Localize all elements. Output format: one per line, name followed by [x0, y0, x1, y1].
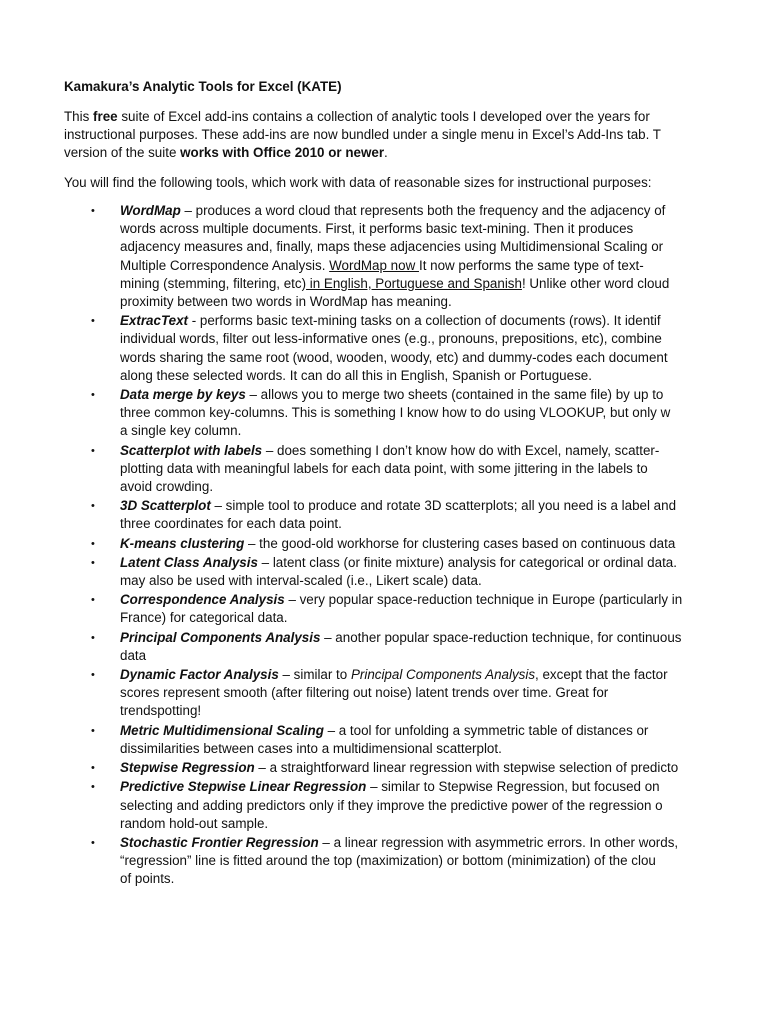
- bullet-icon: •: [91, 669, 95, 682]
- item-line: [120, 442, 768, 460]
- tool-name: K-means clustering: [120, 535, 245, 551]
- item-line: words across multiple documents. First, it performs basic text-mining. Then it produces: [120, 221, 634, 237]
- item-line: proximity between two words in WordMap has meaning.: [120, 294, 452, 310]
- bullet-icon: •: [91, 500, 95, 513]
- tool-text: , except that the factor: [535, 667, 668, 683]
- intro-paragraph: [64, 108, 768, 162]
- tool-name: ExtracText: [120, 313, 188, 329]
- item-line: [120, 202, 768, 220]
- tool-text: – simple tool to produce and rotate 3D scatterplots; all you need is a label and: [210, 498, 677, 514]
- item-line: trendspotting!: [120, 703, 202, 719]
- tool-text: - performs basic text-mining tasks on a collection of documents (rows). It identif: [187, 313, 661, 329]
- list-item-3d-scatterplot: [64, 497, 768, 533]
- item-line: [120, 386, 768, 404]
- item-line: “regression” line is fitted around the top (maximization) or bottom (minimization) of the clou: [120, 853, 656, 869]
- item-line: dissimilarities between cases into a multidimensional scatterplot.: [120, 740, 502, 756]
- document-title: Kamakura’s Analytic Tools for Excel (KATE): [64, 79, 342, 94]
- item-line: [120, 778, 768, 796]
- item-line: of points.: [120, 871, 175, 887]
- item-line: [120, 554, 768, 572]
- bullet-icon: •: [91, 315, 95, 328]
- item-line: three coordinates for each data point.: [120, 516, 342, 532]
- item-line: [120, 722, 768, 740]
- item-line: data: [120, 647, 147, 663]
- item-line: scores represent smooth (after filtering out noise) latent trends over time. Great for: [120, 685, 609, 701]
- intro-text: .: [384, 145, 388, 160]
- tool-text: – the good-old workhorse for clustering cases based on continuous data: [244, 535, 676, 551]
- tool-text: – a linear regression with asymmetric errors. In other words,: [318, 834, 679, 850]
- item-line: three common key-columns. This is something I know how to do using VLOOKUP, but only w: [120, 405, 671, 421]
- list-item-latent-class: [64, 554, 768, 590]
- lead-sentence: You will find the following tools, which work with data of reasonable sizes for instructional purposes:: [64, 175, 652, 190]
- item-line: plotting data with meaningful labels for each data point, with some jittering in the labels to: [120, 460, 648, 476]
- bullet-icon: •: [91, 537, 95, 550]
- item-line: [120, 312, 768, 330]
- tool-text: – a straightforward linear regression with stepwise selection of predicto: [254, 760, 679, 776]
- bullet-icon: •: [91, 594, 95, 607]
- item-line: [120, 834, 768, 852]
- item-line: adjacency measures and, finally, maps these adjacencies using Multidimensional Scaling or: [120, 239, 664, 255]
- list-item-dynamic-factor: [64, 666, 768, 721]
- tool-text: ! Unlike other word cloud: [521, 275, 670, 291]
- item-line: avoid crowding.: [120, 479, 214, 495]
- intro-text: version of the suite: [64, 145, 181, 160]
- item-line: [120, 759, 768, 777]
- document-body: [64, 78, 768, 890]
- list-item-stepwise: [64, 759, 768, 777]
- tool-text: – does something I don’t know how do with Excel, namely, scatter-: [262, 442, 660, 458]
- tool-name: Dynamic Factor Analysis: [120, 667, 279, 683]
- list-item-stochastic-frontier: [64, 834, 768, 889]
- tool-name: Metric Multidimensional Scaling: [120, 722, 324, 738]
- item-line: random hold-out sample.: [120, 815, 269, 831]
- tool-text: – similar to Stepwise Regression, but focused on: [366, 779, 660, 795]
- list-item-correspondence: [64, 591, 768, 627]
- tool-text: Multiple Correspondence Analysis.: [120, 257, 330, 273]
- intro-line: [64, 108, 768, 126]
- tool-text: – very popular space-reduction technique in Europe (particularly in: [284, 592, 683, 608]
- tool-name: Stepwise Regression: [120, 760, 255, 776]
- tool-name: Correspondence Analysis: [120, 592, 285, 608]
- tool-name: Scatterplot with labels: [120, 442, 263, 458]
- item-line: [120, 629, 768, 647]
- bullet-icon: •: [91, 781, 95, 794]
- intro-text: suite of Excel add-ins contains a collection of analytic tools I developed over the years for: [117, 109, 650, 124]
- intro-bold-office: works with Office 2010 or newer: [180, 145, 385, 160]
- item-line: individual words, filter out less-informative ones (e.g., pronouns, prepositions, etc), combine: [120, 331, 662, 347]
- bullet-icon: •: [91, 444, 95, 457]
- tool-name: Stochastic Frontier Regression: [120, 834, 319, 850]
- bullet-icon: •: [91, 556, 95, 569]
- bullet-icon: •: [91, 631, 95, 644]
- item-line: [120, 591, 768, 609]
- underlined-text: in English, Portuguese and Spanish: [306, 275, 522, 291]
- tool-name: Predictive Stepwise Linear Regression: [120, 779, 367, 795]
- bullet-icon: •: [91, 389, 95, 402]
- list-item-pca: [64, 629, 768, 665]
- item-line: [120, 535, 768, 553]
- tool-text: – latent class (or finite mixture) analysis for categorical or ordinal data.: [257, 554, 677, 570]
- italic-text: Principal Components Analysis: [350, 667, 536, 683]
- tool-name: 3D Scatterplot: [120, 498, 211, 514]
- item-line: [120, 257, 768, 275]
- item-line: a single key column.: [120, 423, 242, 439]
- bullet-icon: •: [91, 205, 95, 217]
- tool-name: Latent Class Analysis: [120, 554, 258, 570]
- item-line: [120, 666, 768, 684]
- list-item-data-merge: [64, 386, 768, 441]
- item-line: may also be used with interval-scaled (i.e., Likert scale) data.: [120, 573, 482, 589]
- tool-text: – another popular space-reduction technique, for continuous: [320, 629, 682, 645]
- item-line: along these selected words. It can do all this in English, Spanish or Portuguese.: [120, 367, 592, 383]
- intro-line: instructional purposes. These add-ins are now bundled under a single menu in Excel’s Add-Ins tab. T: [64, 127, 661, 142]
- bullet-icon: •: [91, 762, 95, 775]
- tool-text: It now performs the same type of text-: [418, 257, 644, 273]
- bullet-icon: •: [91, 836, 95, 849]
- tool-text: – a tool for unfolding a symmetric table of distances or: [323, 722, 649, 738]
- list-item-metric-mds: [64, 722, 768, 758]
- tool-text: – produces a word cloud that represents both the frequency and the adjacency of: [180, 203, 666, 218]
- list-item-scatterplot-labels: [64, 442, 768, 497]
- tool-text: – similar to: [278, 667, 351, 683]
- tool-text: mining (stemming, filtering, etc): [120, 275, 307, 291]
- tool-name: Principal Components Analysis: [120, 629, 321, 645]
- bullet-icon: •: [91, 724, 95, 737]
- list-item-wordmap: [64, 202, 768, 311]
- underlined-text: WordMap now: [329, 257, 419, 273]
- item-line: [120, 275, 768, 293]
- tool-name: Data merge by keys: [120, 387, 246, 403]
- item-line: [120, 497, 768, 515]
- item-line: selecting and adding predictors only if they improve the predictive power of the regression o: [120, 797, 663, 813]
- item-line: words sharing the same root (wood, wooden, woody, etc) and dummy-codes each document: [120, 349, 668, 365]
- intro-line: [64, 144, 768, 162]
- list-item-extractext: [64, 312, 768, 385]
- tool-list: [64, 202, 768, 889]
- list-item-kmeans: [64, 535, 768, 553]
- tool-text: – allows you to merge two sheets (contained in the same file) by up to: [245, 387, 664, 403]
- intro-bold-free: free: [93, 109, 118, 124]
- tool-name: WordMap: [120, 203, 181, 218]
- intro-text: This: [64, 109, 94, 124]
- item-line: France) for categorical data.: [120, 610, 288, 626]
- list-item-predictive-stepwise: [64, 778, 768, 833]
